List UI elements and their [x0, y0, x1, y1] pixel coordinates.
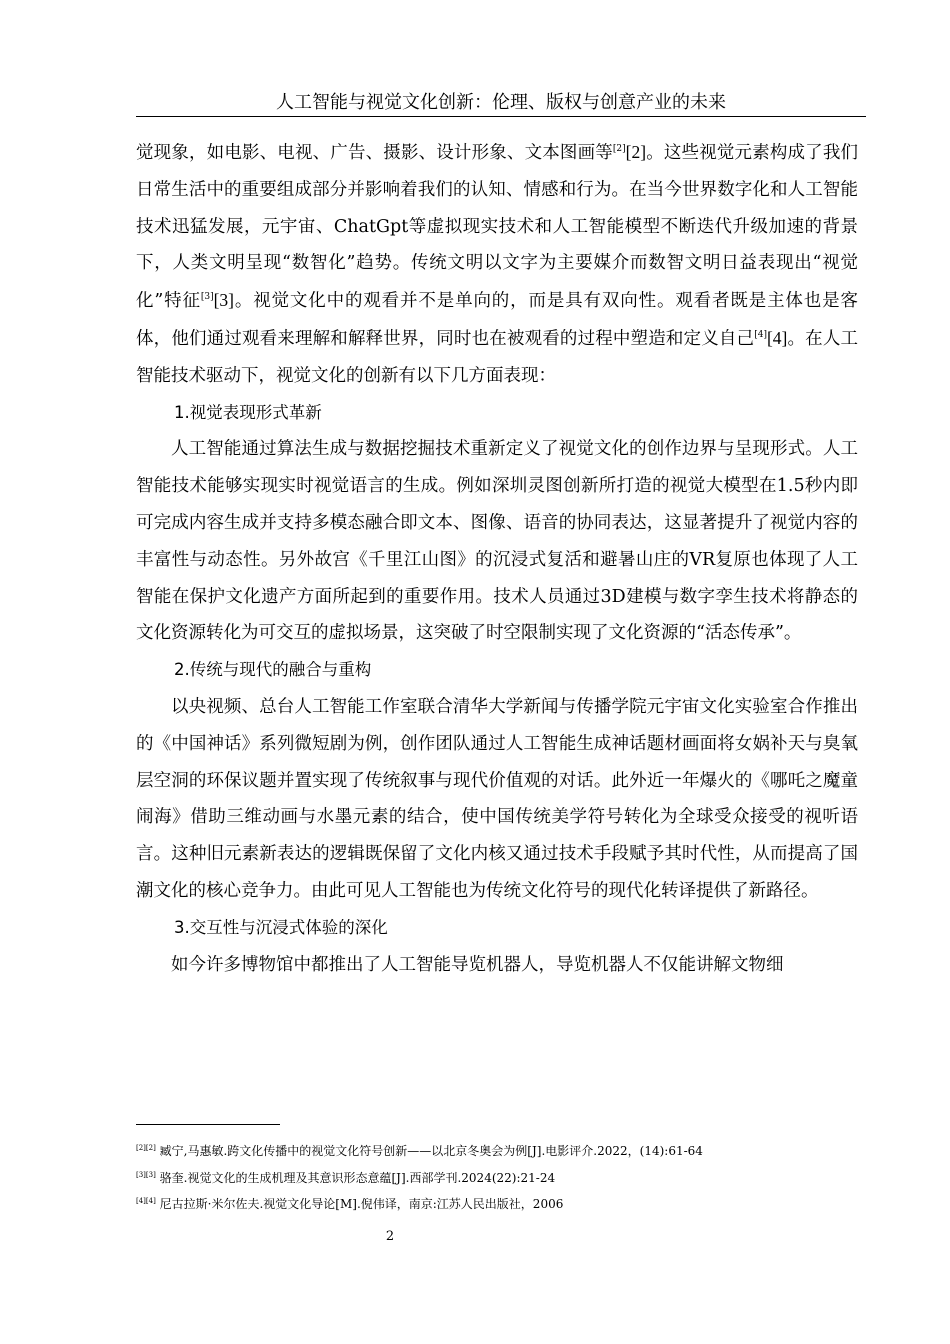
page-number: 2 [385, 1229, 395, 1244]
text-run: 觉现象，如电影、电视、广告、摄影、设计形象、文本图画等 [136, 143, 613, 163]
text-run: 。视觉文化中的观看并不是单向的，而是具有双向性。观看者既是主体也是客体，他们通过观看来理解和解释世界，同时也在被观看的过程中塑造和定义自己 [136, 291, 858, 349]
footnote-item [136, 1165, 858, 1192]
paragraph-visual-innovation: 人工智能通过算法生成与数据挖掘技术重新定义了视觉文化的创作边界与呈现形式。人工智能技术能够实现实时视觉语言的生成。例如深圳灵图创新所打造的视觉大模型在1.5秒内即可完成内容生成并支持多模态融合即文本、图像、语音的协同表达，这显著提升了视觉内容的丰富性与动态性。另外故宫《千里江山图》的沉浸式复活和避暑山庄的VR复原也体现了人工智能在保护文化遗产方面所起到的重要作用。技术人员通过3D建模与数字孪生技术将静态的文化资源转化为可交互的虚拟场景，这突破了时空限制实现了文化资源的“活态传承”。 [136, 439, 858, 644]
footnotes [136, 1138, 858, 1218]
footnote-item [136, 1191, 858, 1218]
footnote-ref[interactable]: [2] [612, 144, 626, 155]
body-text [136, 134, 858, 983]
citation: [4] [766, 327, 788, 348]
header-rule [136, 116, 866, 117]
footnote-mark: [2][2] [136, 1144, 156, 1152]
footnote-ref[interactable]: [4] [754, 330, 767, 341]
footnote-item [136, 1138, 858, 1165]
footnote-separator [136, 1124, 280, 1125]
text-run: 。在人工智能技术驱动下，视觉文化的创新有以下几方面表现： [136, 328, 859, 386]
footnote-text: 骆奎.视觉文化的生成机理及其意识形态意蕴[J].西部学刊.2024(22):21-24 [159, 1170, 556, 1185]
footnote-text: 臧宁,马惠敏.跨文化传播中的视觉文化符号创新——以北京冬奥会为例[J].电影评介.2022，(14):61-64 [159, 1144, 703, 1158]
citation: [2] [625, 142, 647, 162]
paragraph-interactivity: 如今许多博物馆中都推出了人工智能导览机器人，导览机器人不仅能讲解文物细 [171, 954, 784, 975]
footnote-mark: [3][3] [136, 1170, 156, 1179]
running-header: 人工智能与视觉文化创新：伦理、版权与创意产业的未来 [276, 92, 726, 113]
citation: [3] [213, 290, 235, 311]
section-heading-1: 1.视觉表现形式革新 [174, 402, 322, 422]
section-heading-3: 3.交互性与沉浸式体验的深化 [174, 917, 388, 937]
text-run: 。这些视觉元素构成了我们日常生活中的重要组成部分并影响着我们的认知、情感和行为。在当今世界数字化和人工智能技术迅猛发展，元宇宙、ChatGpt等虚拟现实技术和人工智能模型不断迭代升级加速的背景下，人类文明呈现“数智化”趋势。传统文明以文字为主要媒介而数智文明日益表现出“视觉化”特征 [136, 143, 858, 312]
footnote-ref[interactable]: [3] [200, 292, 214, 303]
paragraph-intro-continued [136, 134, 858, 395]
paragraph-tradition-modern: 以央视频、总台人工智能工作室联合清华大学新闻与传播学院元宇宙文化实验室合作推出的《中国神话》系列微短剧为例，创作团队通过人工智能生成神话题材画面将女娲补天与臭氧层空洞的环保议题并置实现了传统叙事与现代价值观的对话。此外近一年爆火的《哪吒之魔童闹海》借助三维动画与水墨元素的结合，使中国传统美学符号转化为全球受众接受的视听语言。这种旧元素新表达的逻辑既保留了文化内核又通过技术手段赋予其时代性，从而提高了国潮文化的核心竞争力。由此可见人工智能也为传统文化符号的现代化转译提供了新路径。 [136, 696, 858, 901]
section-heading-2: 2.传统与现代的融合与重构 [174, 660, 372, 680]
footnote-mark: [4][4] [136, 1197, 156, 1205]
footnote-text: 尼古拉斯·米尔佐夫.视觉文化导论[M].倪伟译，南京:江苏人民出版社，2006 [159, 1197, 564, 1211]
